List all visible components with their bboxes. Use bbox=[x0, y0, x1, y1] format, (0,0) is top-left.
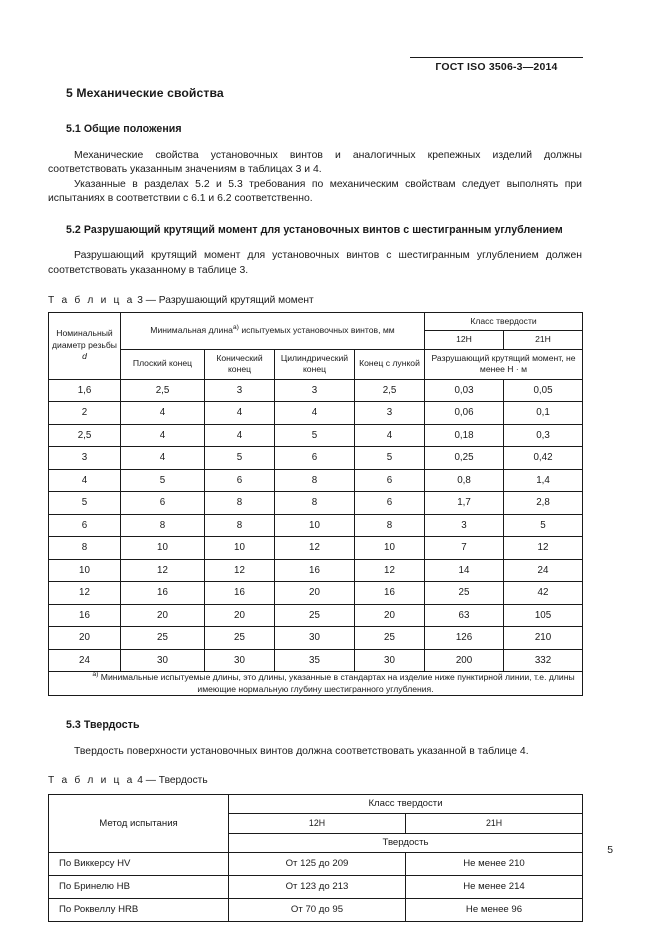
table-row bbox=[49, 469, 583, 492]
table-row bbox=[49, 875, 583, 898]
table-3-cell-r8-c0: 10 bbox=[49, 559, 121, 582]
table-4-body bbox=[49, 852, 583, 921]
th-min-length bbox=[121, 312, 425, 349]
section-heading-5-2: 5.2 Разрушающий крутящий момент для установочных винтов с шестигранным углублением bbox=[66, 223, 563, 236]
table-3-cell-r4-c4: 6 bbox=[355, 469, 425, 492]
table-3-header-row-3 bbox=[49, 349, 583, 379]
table-3-cell-r12-c5: 200 bbox=[425, 649, 504, 672]
table-row bbox=[49, 582, 583, 605]
table-row bbox=[49, 402, 583, 425]
table-3-cell-r11-c6: 210 bbox=[504, 627, 583, 650]
table-3-cell-r0-c3: 3 bbox=[275, 379, 355, 402]
table-3-cell-r3-c6: 0,42 bbox=[504, 447, 583, 470]
table-3-cell-r10-c2: 20 bbox=[205, 604, 275, 627]
table-3-cell-r7-c1: 10 bbox=[121, 537, 205, 560]
th-nominal-diameter-symbol: d bbox=[82, 351, 87, 362]
section-heading-5: 5 Механические свойства bbox=[66, 86, 224, 100]
table-3-cell-r6-c5: 3 bbox=[425, 514, 504, 537]
table-3-cell-r4-c3: 8 bbox=[275, 469, 355, 492]
table-3-cell-r6-c1: 8 bbox=[121, 514, 205, 537]
table-3-cell-r5-c2: 8 bbox=[205, 492, 275, 515]
th-min-length-rest: испытуемых установочных винтов, мм bbox=[238, 324, 395, 335]
section-heading-5-1: 5.1 Общие положения bbox=[66, 123, 182, 135]
th-hardness-class: Класс твердости bbox=[425, 312, 583, 331]
table-3-cell-r3-c0: 3 bbox=[49, 447, 121, 470]
page-content bbox=[48, 86, 582, 922]
table-3-cell-r9-c2: 16 bbox=[205, 582, 275, 605]
th-min-length-footnote-marker: а) bbox=[232, 323, 239, 331]
table-3-cell-r12-c4: 30 bbox=[355, 649, 425, 672]
table-3-cell-r1-c6: 0,1 bbox=[504, 402, 583, 425]
table-3-footnote-row bbox=[49, 672, 583, 696]
table-4-head bbox=[49, 795, 583, 853]
running-header: ГОСТ ISO 3506-3—2014 bbox=[410, 57, 583, 73]
table-3-cell-r5-c5: 1,7 bbox=[425, 492, 504, 515]
table-3-cell-r7-c0: 8 bbox=[49, 537, 121, 560]
table-row bbox=[49, 898, 583, 921]
table-3-cell-r8-c2: 12 bbox=[205, 559, 275, 582]
paragraph-5-1-2: Указанные в разделах 5.2 и 5.3 требования по механическим свойствам следует выполнять при испытаниях в соответствии с 6.1 и 6.2 соответственно. bbox=[48, 178, 582, 205]
table-3-footnote-text: Минимальные испытуемые длины, это длины, указанные в стандартах на изделие ниже пунктирной линии, т.е. длины имеющие нормальную глубину шестигранного углубления. bbox=[98, 672, 575, 694]
table-4-caption-rest: 4 — Твердость bbox=[137, 775, 208, 787]
table-3-cell-r5-c1: 6 bbox=[121, 492, 205, 515]
table-3-cell-r0-c2: 3 bbox=[205, 379, 275, 402]
table-3-cell-r6-c3: 10 bbox=[275, 514, 355, 537]
table-3-caption-rest: 3 — Разрушающий крутящий момент bbox=[137, 294, 314, 306]
table-3-cell-r5-c0: 5 bbox=[49, 492, 121, 515]
table-3-cell-r10-c1: 20 bbox=[121, 604, 205, 627]
table-row bbox=[49, 492, 583, 515]
table-3-cell-r8-c4: 12 bbox=[355, 559, 425, 582]
th-class-12h-t4: 12H bbox=[229, 813, 406, 834]
table-3-caption-word: Т а б л и ц а bbox=[48, 294, 135, 306]
section-heading-5-3: 5.3 Твердость bbox=[66, 719, 140, 732]
table-3-cell-r11-c1: 25 bbox=[121, 627, 205, 650]
table-3-cell-r12-c1: 30 bbox=[121, 649, 205, 672]
table-4-cell-r0-c2: Не менее 210 bbox=[406, 852, 583, 875]
table-row bbox=[49, 424, 583, 447]
table-4-cell-r2-c2: Не менее 96 bbox=[406, 898, 583, 921]
paragraph-5-1-1: Механические свойства установочных винтов и аналогичных крепежных изделий должны соответствовать указанным значениям в таблицах 3 и 4. bbox=[48, 149, 582, 176]
table-3-cell-r11-c5: 126 bbox=[425, 627, 504, 650]
table-3-cell-r9-c1: 16 bbox=[121, 582, 205, 605]
page-number: 5 bbox=[607, 845, 613, 856]
table-row bbox=[49, 852, 583, 875]
table-3-cell-r0-c0: 1,6 bbox=[49, 379, 121, 402]
th-hardness-label: Твердость bbox=[229, 834, 583, 853]
paragraph-5-2-1: Разрушающий крутящий момент для установочных винтов с шестигранным углублением должен соответствовать указанному в таблице 3. bbox=[48, 250, 582, 276]
table-3-cell-r11-c0: 20 bbox=[49, 627, 121, 650]
table-3-cell-r2-c2: 4 bbox=[205, 424, 275, 447]
table-3-cell-r7-c4: 10 bbox=[355, 537, 425, 560]
table-4-cell-r1-c2: Не менее 214 bbox=[406, 875, 583, 898]
table-3-cell-r1-c3: 4 bbox=[275, 402, 355, 425]
table-4-hardness bbox=[48, 794, 583, 922]
table-3-cell-r6-c2: 8 bbox=[205, 514, 275, 537]
table-3-cell-r4-c0: 4 bbox=[49, 469, 121, 492]
table-3-cell-r3-c3: 6 bbox=[275, 447, 355, 470]
table-3-cell-r3-c5: 0,25 bbox=[425, 447, 504, 470]
table-3-cell-r10-c6: 105 bbox=[504, 604, 583, 627]
table-row bbox=[49, 537, 583, 560]
table-3-cell-r10-c4: 20 bbox=[355, 604, 425, 627]
table-3-cell-r9-c3: 20 bbox=[275, 582, 355, 605]
table-3-cell-r0-c6: 0,05 bbox=[504, 379, 583, 402]
table-4-cell-r0-c0: По Виккерсу HV bbox=[49, 852, 229, 875]
th-test-method: Метод испытания bbox=[49, 795, 229, 853]
table-3-cell-r4-c5: 0,8 bbox=[425, 469, 504, 492]
table-3-cell-r8-c6: 24 bbox=[504, 559, 583, 582]
table-3-cell-r2-c0: 2,5 bbox=[49, 424, 121, 447]
table-3-cell-r3-c4: 5 bbox=[355, 447, 425, 470]
table-3-cell-r1-c0: 2 bbox=[49, 402, 121, 425]
th-class-12h: 12H bbox=[425, 331, 504, 350]
table-3-foot bbox=[49, 672, 583, 696]
table-3-cell-r4-c6: 1,4 bbox=[504, 469, 583, 492]
table-3-cell-r5-c3: 8 bbox=[275, 492, 355, 515]
th-cyl-end: Цилиндрический конец bbox=[275, 349, 355, 379]
table-3-cell-r6-c0: 6 bbox=[49, 514, 121, 537]
table-row bbox=[49, 559, 583, 582]
table-3-header-row-1 bbox=[49, 312, 583, 331]
th-nominal-diameter bbox=[49, 312, 121, 379]
table-3-cell-r2-c1: 4 bbox=[121, 424, 205, 447]
table-3-cell-r12-c3: 35 bbox=[275, 649, 355, 672]
table-3-cell-r9-c6: 42 bbox=[504, 582, 583, 605]
table-3-cell-r7-c6: 12 bbox=[504, 537, 583, 560]
table-3-cell-r12-c0: 24 bbox=[49, 649, 121, 672]
table-row bbox=[49, 514, 583, 537]
table-row bbox=[49, 627, 583, 650]
th-nominal-diameter-label: Номинальный диаметр резьбы bbox=[52, 328, 117, 350]
table-3-cell-r5-c6: 2,8 bbox=[504, 492, 583, 515]
table-3-cell-r0-c4: 2,5 bbox=[355, 379, 425, 402]
table-3-cell-r1-c4: 3 bbox=[355, 402, 425, 425]
table-4-caption-word: Т а б л и ц а bbox=[48, 775, 135, 787]
table-3-cell-r11-c2: 25 bbox=[205, 627, 275, 650]
table-3-cell-r8-c1: 12 bbox=[121, 559, 205, 582]
table-3-cell-r1-c5: 0,06 bbox=[425, 402, 504, 425]
table-3-head bbox=[49, 312, 583, 379]
table-3-cell-r9-c0: 12 bbox=[49, 582, 121, 605]
table-3-cell-r7-c5: 7 bbox=[425, 537, 504, 560]
table-3-cell-r3-c2: 5 bbox=[205, 447, 275, 470]
table-3-cell-r7-c3: 12 bbox=[275, 537, 355, 560]
table-3-cell-r2-c3: 5 bbox=[275, 424, 355, 447]
th-cone-end: Конический конец bbox=[205, 349, 275, 379]
th-flat-end: Плоский конец bbox=[121, 349, 205, 379]
table-3-cell-r10-c3: 25 bbox=[275, 604, 355, 627]
table-3-body bbox=[49, 379, 583, 672]
table-3-cell-r9-c4: 16 bbox=[355, 582, 425, 605]
table-4-cell-r1-c0: По Бринелю HB bbox=[49, 875, 229, 898]
th-class-21h: 21H bbox=[504, 331, 583, 350]
table-3-cell-r5-c4: 6 bbox=[355, 492, 425, 515]
table-3-cell-r8-c3: 16 bbox=[275, 559, 355, 582]
table-row bbox=[49, 604, 583, 627]
table-row bbox=[49, 447, 583, 470]
table-3-cell-r4-c1: 5 bbox=[121, 469, 205, 492]
table-3-footnote-marker: а) bbox=[92, 671, 99, 679]
table-3-breaking-torque bbox=[48, 312, 583, 697]
table-3-cell-r7-c2: 10 bbox=[205, 537, 275, 560]
th-min-length-label: Минимальная длина bbox=[150, 324, 233, 335]
th-cup-end: Конец с лункой bbox=[355, 349, 425, 379]
table-3-cell-r6-c6: 5 bbox=[504, 514, 583, 537]
table-row bbox=[49, 649, 583, 672]
table-4-cell-r0-c1: От 125 до 209 bbox=[229, 852, 406, 875]
table-3-cell-r6-c4: 8 bbox=[355, 514, 425, 537]
table-3-cell-r2-c4: 4 bbox=[355, 424, 425, 447]
table-3-cell-r1-c2: 4 bbox=[205, 402, 275, 425]
table-3-cell-r12-c6: 332 bbox=[504, 649, 583, 672]
table-4-cell-r2-c1: От 70 до 95 bbox=[229, 898, 406, 921]
table-4-caption bbox=[48, 775, 582, 786]
th-breaking-torque: Разрушающий крутящий момент, не менее Н · м bbox=[425, 349, 583, 379]
table-4-cell-r1-c1: От 123 до 213 bbox=[229, 875, 406, 898]
table-3-cell-r0-c1: 2,5 bbox=[121, 379, 205, 402]
th-hardness-class-t4: Класс твердости bbox=[229, 795, 583, 814]
table-3-cell-r10-c5: 63 bbox=[425, 604, 504, 627]
table-3-cell-r0-c5: 0,03 bbox=[425, 379, 504, 402]
table-4-cell-r2-c0: По Роквеллу HRB bbox=[49, 898, 229, 921]
table-3-cell-r11-c3: 30 bbox=[275, 627, 355, 650]
table-3-footnote bbox=[49, 672, 583, 696]
table-3-cell-r9-c5: 25 bbox=[425, 582, 504, 605]
table-3-cell-r10-c0: 16 bbox=[49, 604, 121, 627]
table-3-cell-r1-c1: 4 bbox=[121, 402, 205, 425]
table-3-caption bbox=[48, 295, 582, 306]
table-3-cell-r12-c2: 30 bbox=[205, 649, 275, 672]
paragraph-5-3-1: Твердость поверхности установочных винтов должна соответствовать указанной в таблице 4. bbox=[74, 745, 529, 757]
table-3-cell-r4-c2: 6 bbox=[205, 469, 275, 492]
table-3-cell-r8-c5: 14 bbox=[425, 559, 504, 582]
th-class-21h-t4: 21H bbox=[406, 813, 583, 834]
table-row bbox=[49, 379, 583, 402]
table-3-cell-r2-c6: 0,3 bbox=[504, 424, 583, 447]
table-4-header-row-1 bbox=[49, 795, 583, 814]
table-3-cell-r3-c1: 4 bbox=[121, 447, 205, 470]
table-3-cell-r2-c5: 0,18 bbox=[425, 424, 504, 447]
table-3-cell-r11-c4: 25 bbox=[355, 627, 425, 650]
